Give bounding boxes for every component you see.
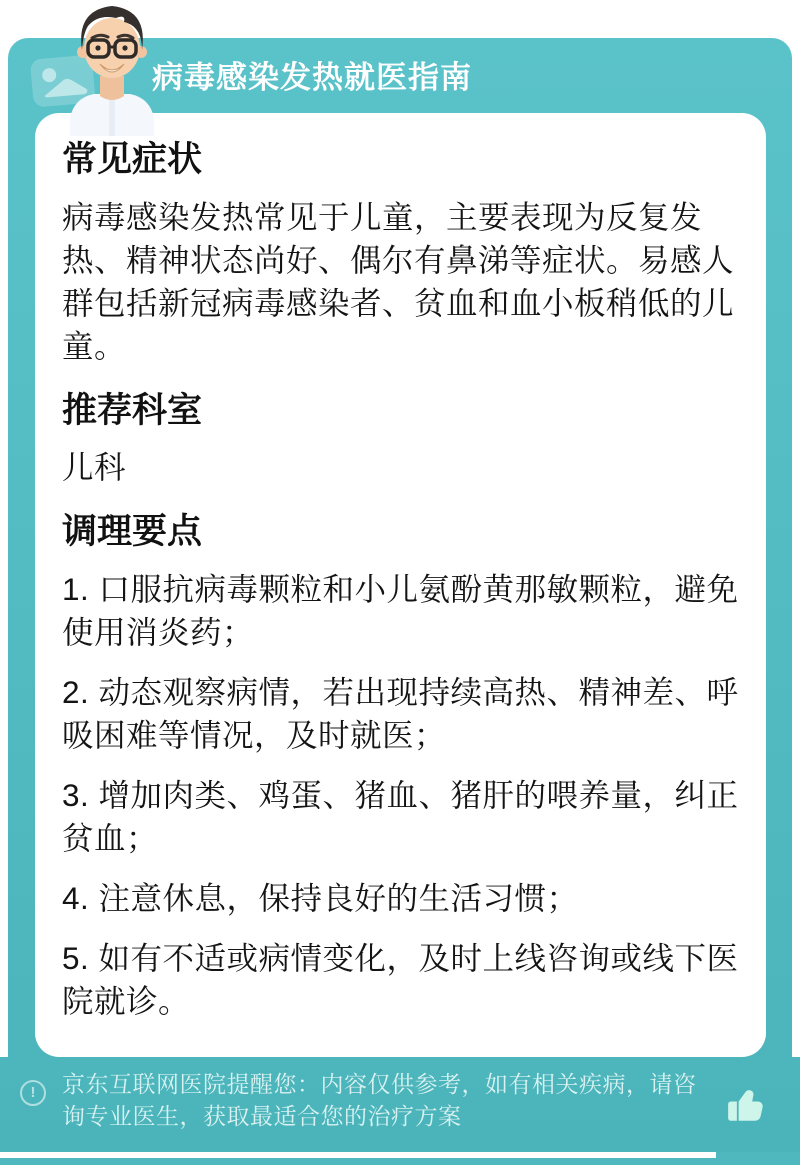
section-heading-department: 推荐科室 xyxy=(62,390,203,430)
section-heading-care-points: 调理要点 xyxy=(62,512,203,551)
section-heading-symptoms: 常见症状 xyxy=(62,140,203,179)
department-value: 儿科 xyxy=(62,449,127,485)
guide-card xyxy=(35,113,766,1057)
care-point-5: 5. 如有不适或病情变化，及时上线咨询或线下医院就诊。 xyxy=(62,939,739,1019)
care-point-3: 3. 增加肉类、鸡蛋、猪血、猪肝的喂养量，纠正贫血； xyxy=(62,776,739,856)
doctor-avatar xyxy=(58,0,166,141)
care-point-1: 1. 口服抗病毒颗粒和小儿氨酚黄那敏颗粒，避免使用消炎药； xyxy=(62,570,739,650)
symptoms-paragraph: 病毒感染发热常见于儿童，主要表现为反复发热、精神状态尚好、偶尔有鼻涕等症状。易感人群包括新冠病毒感染者、贫血和血小板稍低的儿童。 xyxy=(62,198,735,364)
care-point-4: 4. 注意休息，保持良好的生活习惯； xyxy=(62,879,579,916)
card-gap-line xyxy=(0,1152,716,1158)
info-icon: ! xyxy=(20,1080,46,1106)
thumbs-up-icon[interactable] xyxy=(722,1084,764,1131)
care-point-2: 2. 动态观察病情，若出现持续高热、精神差、呼吸困难等情况，及时就医； xyxy=(62,673,739,753)
disclaimer-text: 京东互联网医院提醒您：内容仅供参考，如有相关疾病，请咨询专业医生，获取最适合您的治疗方案 xyxy=(62,1071,697,1129)
page-title: 病毒感染发热就医指南 xyxy=(152,60,472,95)
